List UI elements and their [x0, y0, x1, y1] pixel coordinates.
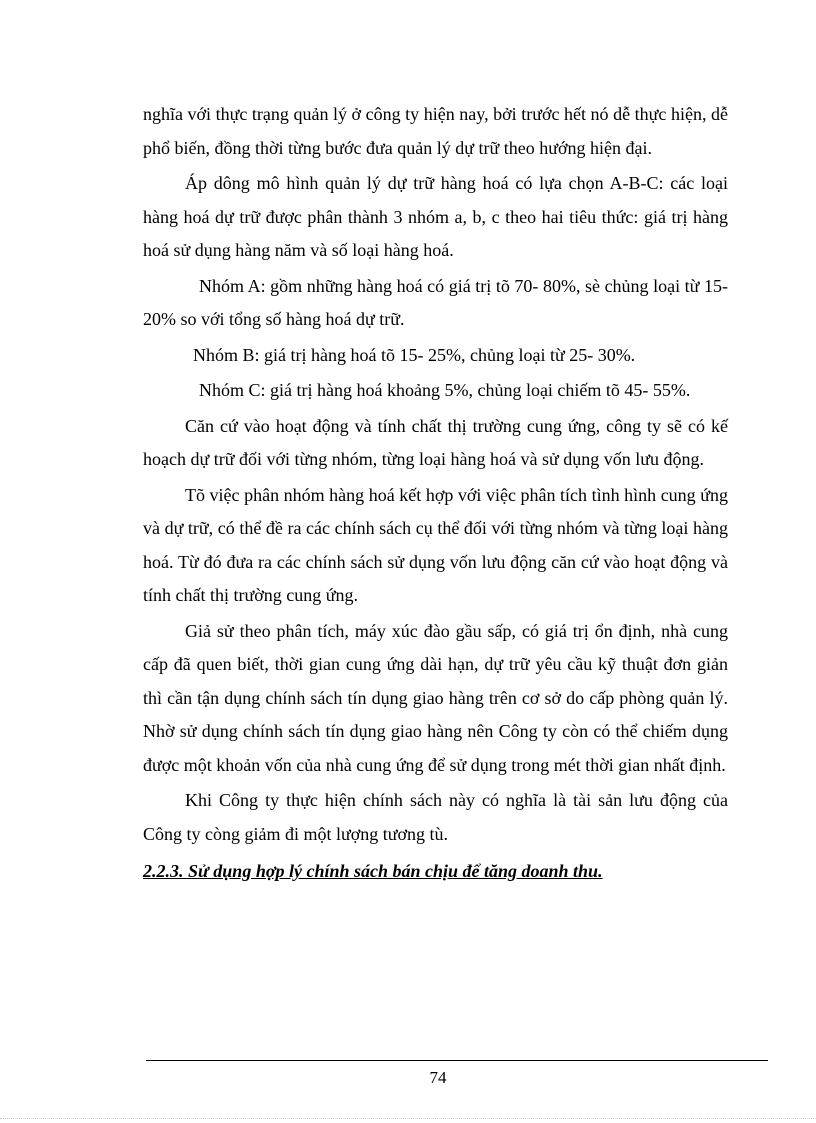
body-text: [143, 98, 728, 889]
paragraph-group-a: Nhóm A: gồm những hàng hoá có giá trị tõ 70- 80%, sè chủng loại từ 15- 20% so với tổng số hàng hoá dự trữ.: [143, 275, 728, 329]
paragraph-8: Giả sử theo phân tích, máy xúc đào gầu sấp, có giá trị ổn định, nhà cung cấp đã quen biết, thời gian cung ứng dài hạn, dự trữ yêu cầu kỹ thuật đơn giản thì cần tận dụng chính sách tín dụng giao hàng trên cơ sở do cấp phòng quản lý. Nhờ sử dụng chính sách tín dụng giao hàng nên Công ty còn có thể chiếm dụng được một khoản vốn của nhà cung ứng để sử dụng trong mét thời gian nhất định.: [143, 620, 728, 775]
page-number: 74: [429, 1068, 447, 1087]
paragraph-9: Khi Công ty thực hiện chính sách này có nghĩa là tài sản lưu động của Công ty còng giảm đi một lượng tương tù.: [143, 790, 728, 844]
page-bottom-border: [0, 1118, 816, 1119]
paragraph-6: Căn cứ vào hoạt động và tính chất thị trường cung ứng, công ty sẽ có kế hoạch dự trữ đối với từng nhóm, từng loại hàng hoá và sử dụng vốn lưu động.: [143, 415, 728, 469]
footer-divider: [146, 1060, 768, 1061]
paragraph-group-c: Nhóm C: giá trị hàng hoá khoảng 5%, chủng loại chiếm tõ 45- 55%.: [199, 380, 691, 400]
paragraph-group-b: Nhóm B: giá trị hàng hoá tõ 15- 25%, chủng loại từ 25- 30%.: [193, 344, 636, 365]
paragraph-1: nghĩa với thực trạng quản lý ở công ty hiện nay, bởi trước hết nó dễ thực hiện, dễ phổ biến, đồng thời từng bước đưa quản lý dự trữ theo hướng hiện đại.: [143, 104, 728, 158]
section-heading: 2.2.3. Sử dụng hợp lý chính sách bán chịu để tăng doanh thu.: [143, 861, 603, 881]
paragraph-2: Áp dông mô hình quản lý dự trữ hàng hoá có lựa chọn A-B-C: các loại hàng hoá dự trữ được phân thành 3 nhóm a, b, c theo hai tiêu thức: giá trị hàng hoá sử dụng hàng năm và số loại hàng hoá.: [143, 173, 728, 260]
paragraph-7: Tõ việc phân nhóm hàng hoá kết hợp với việc phân tích tình hình cung ứng và dự trữ, có thể đề ra các chính sách cụ thể đối với từng nhóm và từng loại hàng hoá. Từ đó đưa ra các chính sách sử dụng vốn lưu động căn cứ vào hoạt động và tính chất thị trường cung ứng.: [143, 484, 728, 605]
